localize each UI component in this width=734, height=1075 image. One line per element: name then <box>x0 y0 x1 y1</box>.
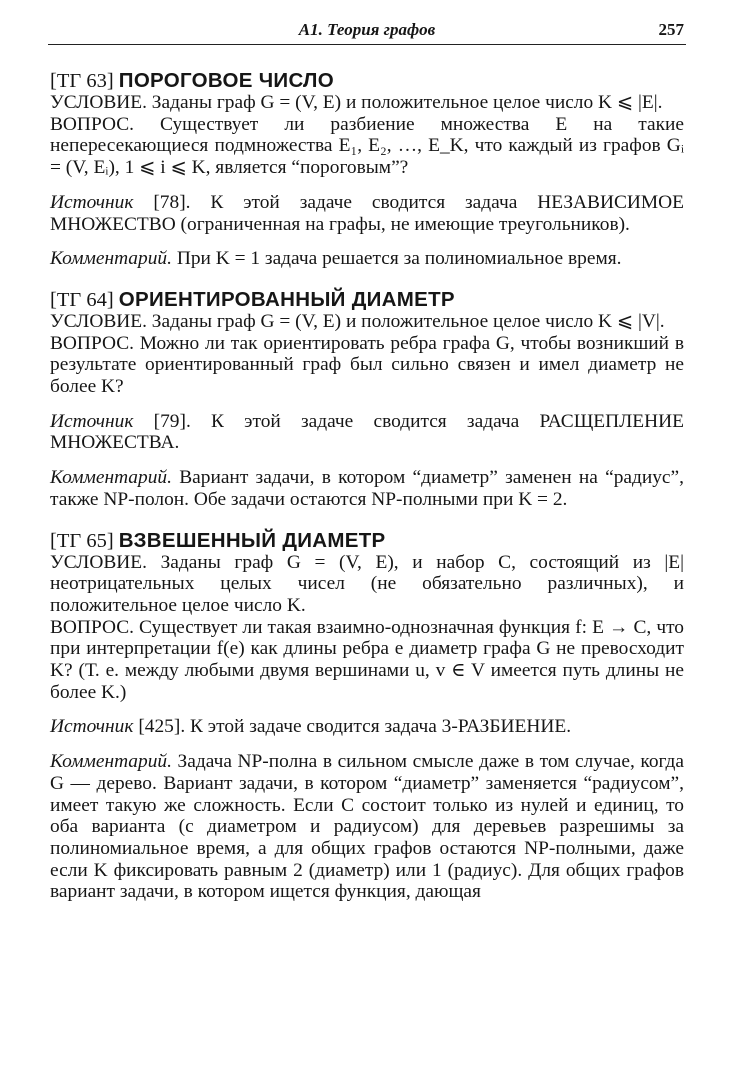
source-text: [78]. К этой задаче сводится задача НЕЗАВИСИМОЕ МНОЖЕСТВО (ограниченная на графы, не имеющие треугольников). <box>50 191 684 235</box>
problem-comment <box>50 467 684 510</box>
problem-heading <box>50 530 684 552</box>
problem-title: ВЗВЕШЕННЫЙ ДИАМЕТР <box>118 528 386 552</box>
problem-question: ВОПРОС. Существует ли такая взаимно-однозначная функция f: E → C, что при интерпретации f(e) как длины ребра e диаметр графа G не превосходит K? (Т. е. между любыми двумя вершинами u, v ∈ V имеется путь длины не более K.) <box>50 616 684 703</box>
problem-condition: УСЛОВИЕ. Заданы граф G = (V, E), и набор C, состоящий из |E| неотрицательных целых чисел (не обязательно различных), и положительное целое число K. <box>50 551 684 616</box>
problem-condition: УСЛОВИЕ. Заданы граф G = (V, E) и положительное целое число K ⩽ |E|. <box>50 92 663 113</box>
problem-title: ОРИЕНТИРОВАННЫЙ ДИАМЕТР <box>118 287 455 311</box>
problem-comment <box>50 248 684 270</box>
problem-code: [ТГ 64] <box>50 288 114 311</box>
page-body <box>50 70 684 903</box>
problem-source <box>50 716 684 738</box>
comment-label: Комментарий. <box>50 751 172 773</box>
problem-tg64 <box>50 289 684 511</box>
problem-tg63 <box>50 70 684 270</box>
problem-title: ПОРОГОВОЕ ЧИСЛО <box>118 69 334 92</box>
problem-question: ВОПРОС. Можно ли так ориентировать ребра графа G, чтобы возникший в результате ориентированный граф был сильно связен и имел диаметр не более K? <box>50 332 684 398</box>
page-number: 257 <box>658 20 684 39</box>
problem-condition: УСЛОВИЕ. Заданы граф G = (V, E) и положительное целое число K ⩽ |V|. <box>50 310 665 332</box>
running-title: A1. Теория графов <box>298 20 436 39</box>
comment-text: Вариант задачи, в котором “диаметр” заменен на “радиус”, также NP-полон. Обе задачи остаются NP-полными при K = 2. <box>50 467 684 510</box>
comment-text: При K = 1 задача решается за полиномиальное время. <box>176 248 622 270</box>
problem-source <box>50 192 684 235</box>
problem-code: [ТГ 63] <box>50 70 114 92</box>
source-text: [425]. К этой задаче сводится задача 3-РАЗБИЕНИЕ. <box>138 716 572 738</box>
problem-heading <box>50 289 684 311</box>
source-label: Источник <box>50 191 134 213</box>
source-label: Источник <box>50 716 134 738</box>
source-text: [79]. К этой задаче сводится задача РАСЩЕПЛЕНИЕ МНОЖЕСТВА. <box>50 410 684 454</box>
problem-heading <box>50 70 684 92</box>
problem-tg65 <box>50 530 684 904</box>
comment-label: Комментарий. <box>50 467 172 489</box>
running-header <box>48 18 686 45</box>
problem-code: [ТГ 65] <box>50 529 114 552</box>
comment-text: Задача NP-полна в сильном смысле даже в том случае, когда G — дерево. Вариант задачи, в котором “диаметр” заменяется “радиусом”, имеет такую же сложность. Если C состоит только из нулей и единиц, то оба варианта (с диаметром и радиусом) для деревьев разрешимы за полиномиальное время, а для общих графов остаются NP-полными, даже если K фиксировать равным 2 (диаметр) или 1 (радиус). Для общих графов вариант задачи, в котором ищется функция, дающая <box>50 751 684 903</box>
problem-question: ВОПРОС. Существует ли разбиение множества E на такие непересекающиеся подмножества E₁, E₂, …, E_K, что каждый из графов Gᵢ = (V, Eᵢ), 1 ⩽ i ⩽ K, является “пороговым”? <box>50 113 684 179</box>
source-label: Источник <box>50 410 134 432</box>
comment-label: Комментарий. <box>50 248 172 270</box>
problem-comment <box>50 751 684 903</box>
problem-source <box>50 411 684 454</box>
